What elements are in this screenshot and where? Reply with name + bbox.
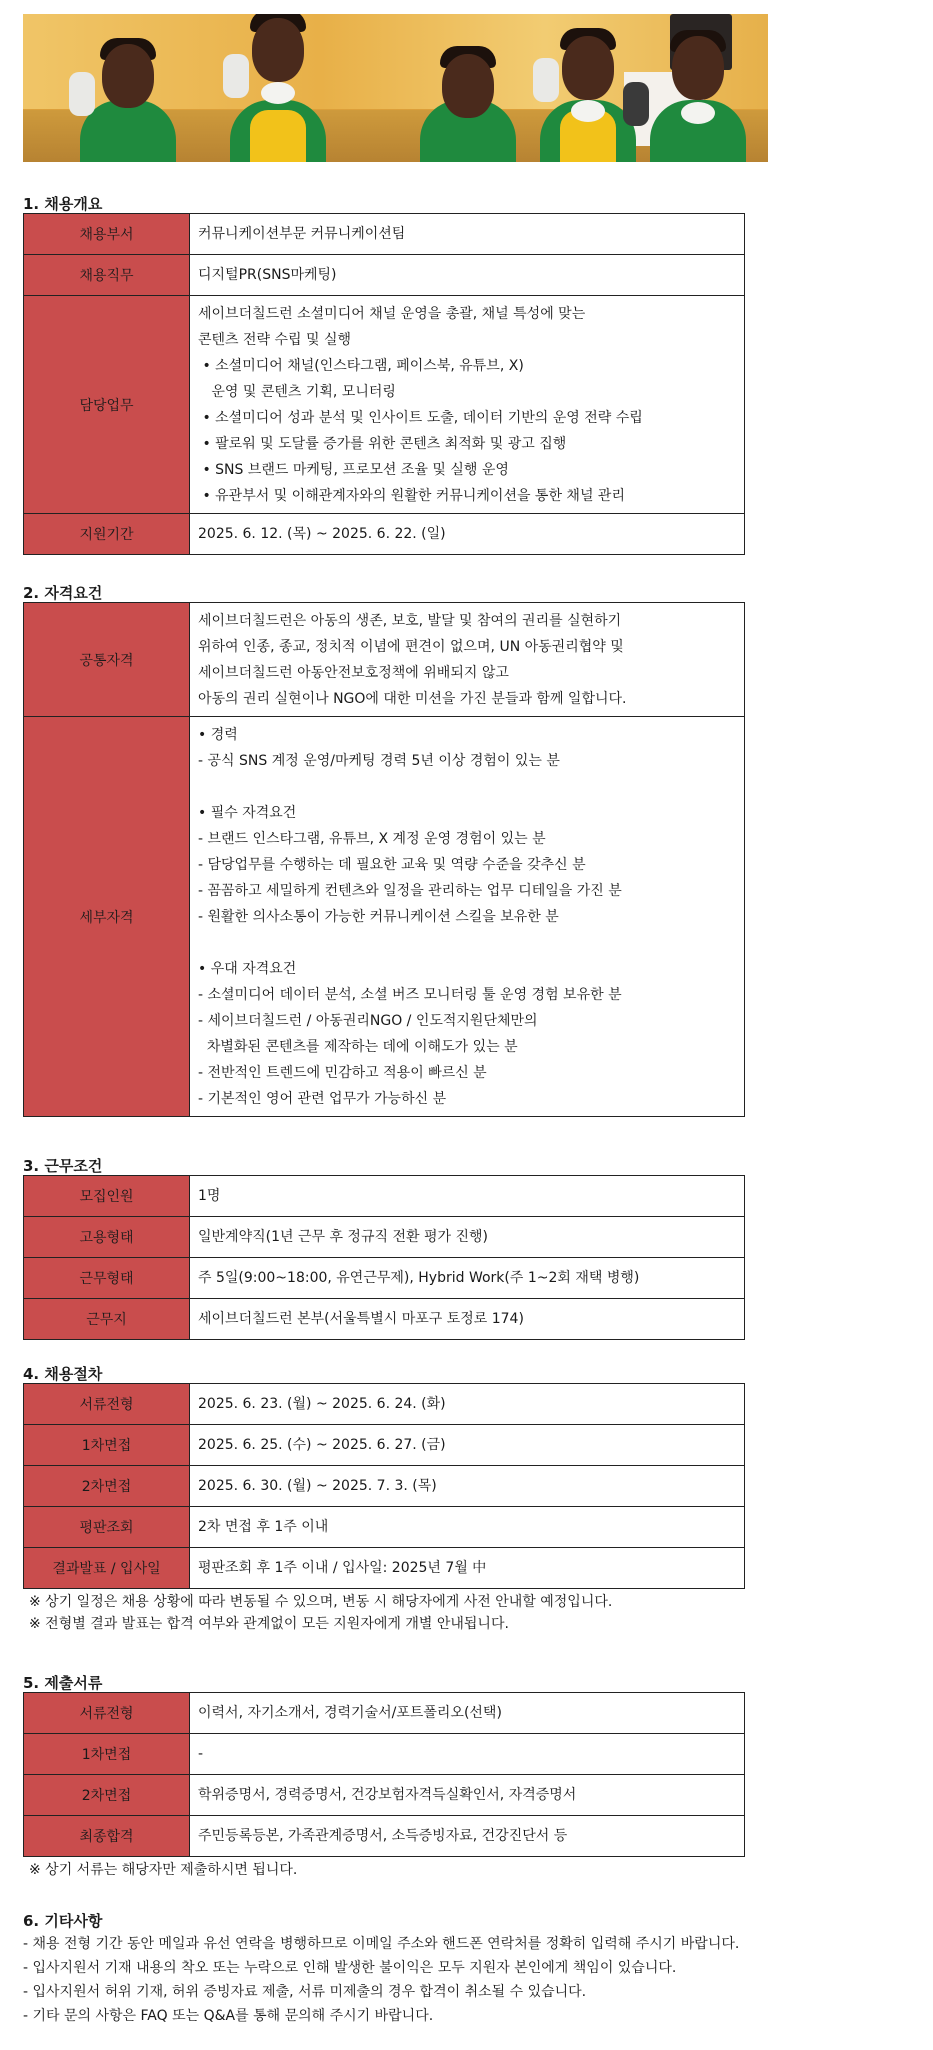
hero-photo (23, 14, 768, 162)
row-label: 1차면접 (24, 1425, 190, 1466)
value-line: - 브랜드 인스타그램, 유튜브, X 계정 운영 경험이 있는 분 (198, 830, 546, 847)
value-line: 평판조회 후 1주 이내 / 입사일: 2025년 7월 中 (198, 1560, 487, 1576)
table-row (24, 1258, 745, 1299)
table-row (24, 603, 745, 717)
table-row (24, 1507, 745, 1548)
table-row (24, 1816, 745, 1857)
value-line: • 소셜미디어 성과 분석 및 인사이트 도출, 데이터 기반의 운영 전략 수립 (198, 409, 643, 426)
value-line: 학위증명서, 경력증명서, 건강보험자격득실확인서, 자격증명서 (198, 1787, 577, 1803)
value-line: 주민등록등본, 가족관계증명서, 소득증빙자료, 건강진단서 등 (198, 1828, 568, 1844)
value-line: • 소셜미디어 채널(인스타그램, 페이스북, 유튜브, X) (198, 357, 524, 374)
etc-item: - 채용 전형 기간 동안 메일과 유선 연락을 병행하므로 이메일 주소와 핸드폰 연락처를 정확히 입력해 주시기 바랍니다. (23, 1936, 740, 1952)
section-title: 6. 기타사항 (23, 1912, 103, 1930)
row-value (190, 255, 745, 296)
row-label: 1차면접 (24, 1734, 190, 1775)
value-line: 2025. 6. 12. (목) ~ 2025. 6. 22. (일) (198, 526, 446, 542)
value-line: 2025. 6. 23. (월) ~ 2025. 6. 24. (화) (198, 1396, 446, 1412)
table-row (24, 1299, 745, 1340)
table-row (24, 514, 745, 555)
value-line: • 팔로워 및 도달률 증가를 위한 콘텐츠 최적화 및 광고 집행 (198, 435, 567, 452)
row-value (190, 296, 745, 514)
value-line: 운영 및 콘텐츠 기획, 모니터링 (198, 383, 396, 400)
value-line: 2025. 6. 25. (수) ~ 2025. 6. 27. (금) (198, 1437, 446, 1453)
value-line: 커뮤니케이션부문 커뮤니케이션팀 (198, 226, 406, 242)
row-label: 2차면접 (24, 1775, 190, 1816)
info-table (23, 213, 745, 555)
value-line: 아동의 권리 실현이나 NGO에 대한 미션을 가진 분들과 함께 일합니다. (198, 690, 627, 707)
row-label: 고용형태 (24, 1217, 190, 1258)
row-value (190, 1775, 745, 1816)
value-line: - 원활한 의사소통이 가능한 커뮤니케이션 스킬을 보유한 분 (198, 908, 559, 925)
table-row (24, 214, 745, 255)
value-line: - 담당업무를 수행하는 데 필요한 교육 및 역량 수준을 갖추신 분 (198, 856, 586, 873)
note-text: ※ 상기 서류는 해당자만 제출하시면 됩니다. (29, 1862, 298, 1878)
row-value (190, 1734, 745, 1775)
value-line: - 세이브더칠드런 / 아동권리NGO / 인도적지원단체만의 (198, 1012, 538, 1029)
etc-item: - 입사지원서 기재 내용의 착오 또는 누락으로 인해 발생한 불이익은 모두 지원자 본인에게 책임이 있습니다. (23, 1960, 677, 1976)
row-label: 2차면접 (24, 1466, 190, 1507)
table-row (24, 1734, 745, 1775)
row-value (190, 1507, 745, 1548)
value-line: 주 5일(9:00~18:00, 유연근무제), Hybrid Work(주 1~2회 재택 병행) (198, 1270, 640, 1286)
value-line: 차별화된 콘텐츠를 제작하는 데에 이해도가 있는 분 (198, 1038, 518, 1055)
row-label: 공통자격 (24, 603, 190, 717)
note-text: ※ 전형별 결과 발표는 합격 여부와 관계없이 모든 지원자에게 개별 안내됩니다. (29, 1616, 509, 1632)
row-value (190, 1217, 745, 1258)
value-line: 콘텐츠 전략 수립 및 실행 (198, 331, 352, 348)
row-label: 서류전형 (24, 1693, 190, 1734)
etc-item: - 기타 문의 사항은 FAQ 또는 Q&A를 통해 문의해 주시기 바랍니다. (23, 2008, 434, 2024)
value-line: • 경력 (198, 726, 238, 743)
row-value (190, 1548, 745, 1589)
table-row (24, 255, 745, 296)
row-label: 서류전형 (24, 1384, 190, 1425)
row-label: 채용직무 (24, 255, 190, 296)
etc-item: - 입사지원서 허위 기재, 허위 증빙자료 제출, 서류 미제출의 경우 합격이 취소될 수 있습니다. (23, 1984, 587, 2000)
value-line: 위하여 인종, 종교, 정치적 이념에 편견이 없으며, UN 아동권리협약 및 (198, 638, 624, 655)
info-table (23, 602, 745, 1117)
value-line (198, 774, 736, 800)
row-value (190, 1466, 745, 1507)
table-row (24, 1548, 745, 1589)
row-value (190, 1425, 745, 1466)
table-row (24, 1176, 745, 1217)
row-label: 결과발표 / 입사일 (24, 1548, 190, 1589)
row-value (190, 1693, 745, 1734)
value-line: 세이브더칠드런 소셜미디어 채널 운영을 총괄, 채널 특성에 맞는 (198, 305, 586, 322)
value-line: - 공식 SNS 계정 운영/마케팅 경력 5년 이상 경험이 있는 분 (198, 752, 560, 769)
section-title: 5. 제출서류 (23, 1674, 103, 1692)
value-line: 일반계약직(1년 근무 후 정규직 전환 평가 진행) (198, 1229, 488, 1245)
value-line: • SNS 브랜드 마케팅, 프로모션 조율 및 실행 운영 (198, 461, 509, 478)
table-row (24, 1466, 745, 1507)
section-title: 3. 근무조건 (23, 1157, 103, 1175)
value-line: • 유관부서 및 이해관계자와의 원활한 커뮤니케이션을 통한 채널 관리 (198, 487, 625, 504)
row-value (190, 1816, 745, 1857)
table-row (24, 1775, 745, 1816)
table-row (24, 1217, 745, 1258)
row-label: 모집인원 (24, 1176, 190, 1217)
value-line: 세이브더칠드런 아동안전보호정책에 위배되지 않고 (198, 664, 509, 681)
info-table (23, 1383, 745, 1589)
value-line: - (198, 1746, 204, 1762)
table-row (24, 296, 745, 514)
row-label: 담당업무 (24, 296, 190, 514)
value-line: - 꼼꼼하고 세밀하게 컨텐츠와 일정을 관리하는 업무 디테일을 가진 분 (198, 882, 622, 899)
value-line: • 우대 자격요건 (198, 960, 297, 977)
row-value (190, 717, 745, 1117)
table-row (24, 1425, 745, 1466)
row-value (190, 603, 745, 717)
row-value (190, 514, 745, 555)
value-line: 이력서, 자기소개서, 경력기술서/포트폴리오(선택) (198, 1705, 502, 1721)
section-title: 2. 자격요건 (23, 584, 103, 602)
row-label: 채용부서 (24, 214, 190, 255)
row-label: 최종합격 (24, 1816, 190, 1857)
row-label: 지원기간 (24, 514, 190, 555)
row-label: 근무지 (24, 1299, 190, 1340)
row-label: 평판조회 (24, 1507, 190, 1548)
value-line: 세이브더칠드런 본부(서울특별시 마포구 토정로 174) (198, 1311, 524, 1327)
row-value (190, 1258, 745, 1299)
value-line: 세이브더칠드런은 아동의 생존, 보호, 발달 및 참여의 권리를 실현하기 (198, 612, 622, 629)
info-table (23, 1175, 745, 1340)
value-line: 디지털PR(SNS마케팅) (198, 267, 337, 283)
row-value (190, 1176, 745, 1217)
row-value (190, 214, 745, 255)
note-text: ※ 상기 일정은 채용 상황에 따라 변동될 수 있으며, 변동 시 해당자에게 사전 안내할 예정입니다. (29, 1594, 613, 1610)
value-line: 2025. 6. 30. (월) ~ 2025. 7. 3. (목) (198, 1478, 437, 1494)
table-row (24, 1693, 745, 1734)
row-value (190, 1299, 745, 1340)
row-label: 근무형태 (24, 1258, 190, 1299)
value-line: 1명 (198, 1188, 221, 1204)
value-line (198, 930, 736, 956)
value-line: - 기본적인 영어 관련 업무가 가능하신 분 (198, 1090, 447, 1107)
value-line: • 필수 자격요건 (198, 804, 297, 821)
value-line: 2차 면접 후 1주 이내 (198, 1519, 329, 1535)
table-row (24, 1384, 745, 1425)
value-line: - 소셜미디어 데이터 분석, 소셜 버즈 모니터링 툴 운영 경험 보유한 분 (198, 986, 622, 1003)
section-title: 4. 채용절차 (23, 1365, 103, 1383)
value-line: - 전반적인 트렌드에 민감하고 적용이 빠르신 분 (198, 1064, 487, 1081)
info-table (23, 1692, 745, 1857)
section-title: 1. 채용개요 (23, 195, 103, 213)
table-row (24, 717, 745, 1117)
row-label: 세부자격 (24, 717, 190, 1117)
row-value (190, 1384, 745, 1425)
